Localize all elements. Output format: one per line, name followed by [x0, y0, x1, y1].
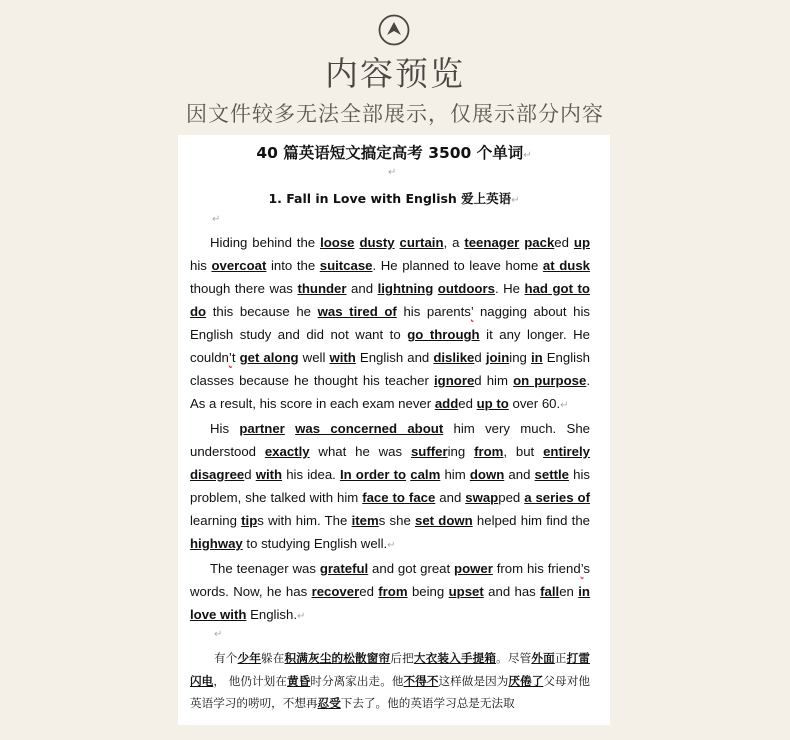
passage-text: His	[210, 421, 240, 436]
vocab-word: at dusk	[542, 258, 590, 273]
passage-text: into the	[266, 258, 320, 273]
passage-text: though there was	[190, 281, 298, 296]
paragraph-mark-icon: ↵	[560, 400, 569, 411]
passage-text: d	[244, 467, 256, 482]
passage-text: ’	[228, 350, 232, 365]
passage-text: , but	[503, 444, 544, 459]
passage-text: 这样做是因为	[438, 673, 509, 688]
passage-text: , a	[443, 235, 465, 250]
vocab-word: had got to do	[190, 281, 590, 319]
document-page	[178, 135, 610, 725]
passage-text: from his friend	[492, 561, 581, 576]
passage-text: what he was	[309, 444, 411, 459]
passage-text: 躲在	[261, 651, 285, 665]
passage-text: well	[298, 350, 330, 365]
vocab-word: 外面	[531, 651, 555, 665]
passage-text: his	[190, 258, 212, 273]
vocab-word: thunder	[297, 281, 347, 296]
passage-text	[285, 421, 295, 436]
passage-text: English classes because he thought his teacher	[190, 350, 591, 388]
vocab-word: overcoat	[211, 258, 267, 273]
passage-text: ed	[554, 235, 574, 250]
vocab-word: curtain	[399, 235, 444, 250]
passage-text: ing	[509, 350, 531, 365]
passage-text: his parents	[396, 304, 471, 319]
vocab-word: swap	[465, 490, 499, 505]
english-passage	[190, 231, 590, 628]
vocab-word: go through	[407, 327, 480, 342]
passage-text: s she	[378, 513, 415, 528]
vocab-word: in	[530, 350, 543, 365]
vocab-word: from	[474, 444, 504, 459]
passage-text: ped	[498, 490, 525, 505]
vocab-word: calm	[410, 467, 441, 482]
passage-text: ed	[359, 584, 379, 599]
paragraph-mark-icon: ↵	[523, 150, 532, 161]
vocab-word: add	[434, 396, 459, 411]
vocab-word: highway	[190, 536, 243, 551]
vocab-word: pack	[524, 235, 555, 250]
vocab-word: down	[469, 467, 505, 482]
scroll-up-arrow-icon	[378, 14, 410, 46]
vocab-word: was tired of	[317, 304, 397, 319]
passage-text: d	[474, 350, 486, 365]
vocab-word: get along	[239, 350, 299, 365]
paragraph-mark-icon: ↵	[212, 214, 221, 225]
passage-text: this because he	[206, 304, 318, 319]
preview-title: 内容预览	[325, 54, 465, 93]
vocab-word: face to face	[362, 490, 436, 505]
passage-text: learning	[190, 513, 242, 528]
preview-header	[0, 0, 790, 135]
passage-text: and	[435, 490, 466, 505]
paragraph-mark-icon: ↵	[511, 195, 520, 206]
passage-text: . He planned to leave home	[372, 258, 543, 273]
passage-text: helped him find the	[472, 513, 591, 528]
vocab-word: loose	[320, 235, 355, 250]
passage-text: him	[440, 467, 470, 482]
vocab-word: 厌倦了	[508, 673, 544, 688]
english-paragraph	[190, 231, 590, 417]
passage-text: 。尽管	[496, 651, 532, 665]
passage-text: and	[504, 467, 535, 482]
vocab-word: in love with	[190, 584, 590, 622]
paragraph-mark-icon: ↵	[297, 611, 306, 622]
passage-text: it any longer. He couldn	[190, 327, 591, 365]
vocab-word: exactly	[264, 444, 310, 459]
vocab-word: dislike	[433, 350, 475, 365]
vocab-word: 不得不	[403, 673, 439, 688]
vocab-word: 积满灰尘的松散窗帘	[284, 651, 391, 665]
vocab-word: 黄昏	[286, 673, 311, 688]
vocab-word: 大衣装入手提箱	[413, 651, 497, 665]
passage-text: his problem, she talked with him	[190, 467, 590, 505]
passage-text: 有个	[214, 651, 238, 665]
section-title-text: 1. Fall in Love with English 爱上英语	[268, 191, 512, 206]
vocab-word: tip	[241, 513, 258, 528]
vocab-word: with	[329, 350, 356, 365]
passage-text: over 60.	[508, 396, 561, 411]
passage-text: 后把	[390, 651, 414, 665]
passage-text: ， 他仍计划在	[213, 673, 287, 688]
passage-text: nagging about his English study and did not want to	[190, 304, 590, 342]
passage-text: t	[231, 350, 240, 365]
vocab-word: on purpose	[513, 373, 587, 388]
passage-text: to studying English well.	[242, 536, 388, 551]
passage-text: s with him. The	[257, 513, 352, 528]
passage-text: ed	[458, 396, 477, 411]
passage-text: s words. Now, he has	[190, 561, 590, 599]
vocab-word: 忍受	[317, 696, 341, 710]
passage-text: d him	[474, 373, 514, 388]
vocab-word: was concerned about	[295, 421, 444, 436]
passage-text: . He	[494, 281, 525, 296]
vocab-word: suitcase	[319, 258, 373, 273]
vocab-word: a series of	[524, 490, 590, 505]
preview-subtitle: 因文件较多无法全部展示，仅展示部分内容	[186, 102, 604, 126]
passage-text: and	[346, 281, 378, 296]
passage-text: . As a result, his score in each exam never	[190, 373, 590, 411]
vocab-word: with	[255, 467, 283, 482]
vocab-word: partner	[239, 421, 285, 436]
passage-text: and got great	[368, 561, 455, 576]
section-title	[178, 189, 610, 207]
vocab-word: join	[485, 350, 510, 365]
vocab-word: power	[454, 561, 493, 576]
vocab-word: from	[378, 584, 408, 599]
vocab-word: dusty	[359, 235, 395, 250]
passage-text: ’	[470, 304, 474, 319]
vocab-word: lightning	[377, 281, 434, 296]
passage-text: ’	[580, 561, 584, 576]
passage-text: The teenager was	[210, 561, 320, 576]
chinese-translation	[190, 647, 590, 715]
document-title	[178, 141, 610, 163]
vocab-word: 打雷闪电	[190, 651, 590, 688]
vocab-word: item	[351, 513, 379, 528]
vocab-word: suffer	[410, 444, 448, 459]
vocab-word: fall	[540, 584, 560, 599]
vocab-word: teenager	[464, 235, 520, 250]
vocab-word: recover	[311, 584, 360, 599]
vocab-word: settle	[534, 467, 569, 482]
english-paragraph	[190, 557, 590, 628]
vocab-word: entirely disagree	[190, 444, 590, 482]
vocab-word: set down	[415, 513, 473, 528]
vocab-word: 少年	[237, 651, 262, 665]
chinese-paragraph	[190, 647, 590, 715]
vocab-word: In order to	[339, 467, 407, 482]
passage-text: 时分离家出走。他	[310, 673, 404, 688]
document-title-text: 40 篇英语短文搞定高考 3500 个单词	[256, 144, 524, 162]
passage-text: ing	[447, 444, 475, 459]
passage-text: 父母对他英语学习的唠叨，不想再	[190, 673, 590, 710]
vocab-word: upset	[448, 584, 484, 599]
passage-text: 正	[554, 651, 567, 665]
passage-text: English.	[246, 607, 298, 622]
vocab-word: up	[573, 235, 591, 250]
vocab-word: grateful	[319, 561, 369, 576]
passage-text: and has	[483, 584, 541, 599]
passage-text: en	[559, 584, 579, 599]
paragraph-mark-icon: ↵	[387, 540, 396, 551]
passage-text: English and	[355, 350, 434, 365]
paragraph-mark-icon: ↵	[214, 629, 223, 640]
english-paragraph	[190, 417, 590, 557]
passage-text: Hiding behind the	[210, 235, 321, 250]
passage-text: his idea.	[282, 467, 340, 482]
paragraph-mark-icon: ↵	[388, 167, 397, 178]
vocab-word: up to	[476, 396, 509, 411]
passage-text: 下去了。他的英语学习总是无法取	[340, 696, 515, 710]
vocab-word: outdoors	[437, 281, 495, 296]
passage-text: him very much. She understood	[190, 421, 590, 459]
passage-text: being	[407, 584, 449, 599]
vocab-word: ignore	[433, 373, 475, 388]
